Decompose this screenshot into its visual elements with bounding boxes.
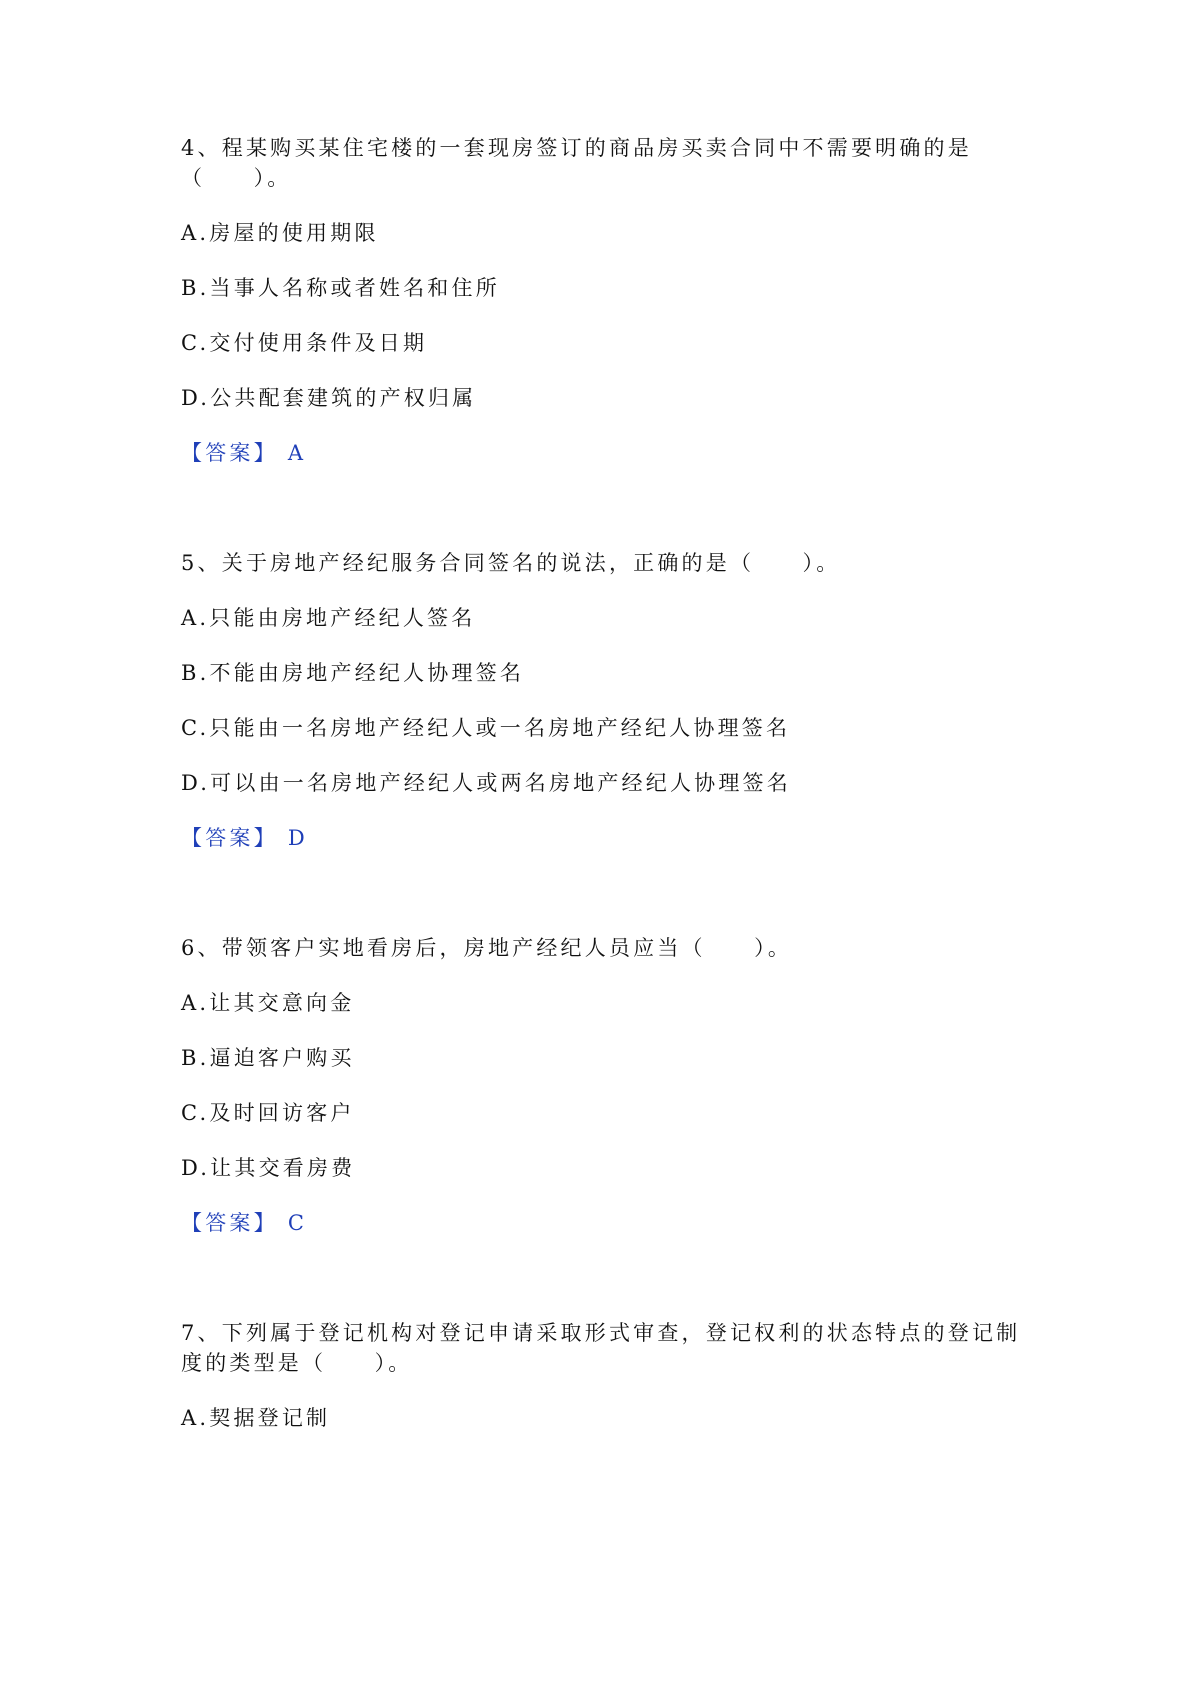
answer-value: A [287, 441, 307, 465]
question-6-option-b: B.逼迫客户购买 [181, 1046, 355, 1070]
question-6-option-c: C.及时回访客户 [181, 1101, 355, 1125]
question-7-stem-line-1: 7、下列属于登记机构对登记申请采取形式审查，登记权利的状态特点的登记制 [181, 1321, 1021, 1345]
question-5-option-a: A.只能由房地产经纪人签名 [181, 606, 476, 630]
question-4-option-c: C.交付使用条件及日期 [181, 331, 428, 355]
question-4-option-d: D.公共配套建筑的产权归属 [181, 386, 477, 410]
question-6-option-a: A.让其交意向金 [181, 991, 355, 1015]
answer-value: C [287, 1211, 308, 1235]
answer-label: 【答案】 [181, 826, 278, 850]
question-6-option-d: D.让其交看房费 [181, 1156, 356, 1180]
answer-label: 【答案】 [181, 441, 278, 465]
answer-value: D [287, 826, 308, 850]
question-5-stem-line-1: 5、关于房地产经纪服务合同签名的说法，正确的是（ ）。 [181, 551, 841, 575]
question-4-stem-line-2: （ ）。 [181, 166, 292, 190]
question-5-answer [181, 823, 308, 853]
question-6-answer [181, 1208, 307, 1238]
question-4-option-a: A.房屋的使用期限 [181, 221, 379, 245]
question-5-option-b: B.不能由房地产经纪人协理签名 [181, 661, 525, 685]
question-5-option-c: C.只能由一名房地产经纪人或一名房地产经纪人协理签名 [181, 716, 791, 740]
question-5-option-d: D.可以由一名房地产经纪人或两名房地产经纪人协理签名 [181, 771, 791, 795]
question-4-answer [181, 438, 306, 468]
question-4-stem-line-1: 4、程某购买某住宅楼的一套现房签订的商品房买卖合同中不需要明确的是 [181, 136, 972, 160]
question-6-stem-line-1: 6、带领客户实地看房后，房地产经纪人员应当（ ）。 [181, 936, 793, 960]
question-4-option-b: B.当事人名称或者姓名和住所 [181, 276, 500, 300]
answer-label: 【答案】 [181, 1211, 278, 1235]
question-7-option-a: A.契据登记制 [181, 1406, 331, 1430]
question-7-stem-line-2: 度的类型是（ ）。 [181, 1351, 413, 1375]
